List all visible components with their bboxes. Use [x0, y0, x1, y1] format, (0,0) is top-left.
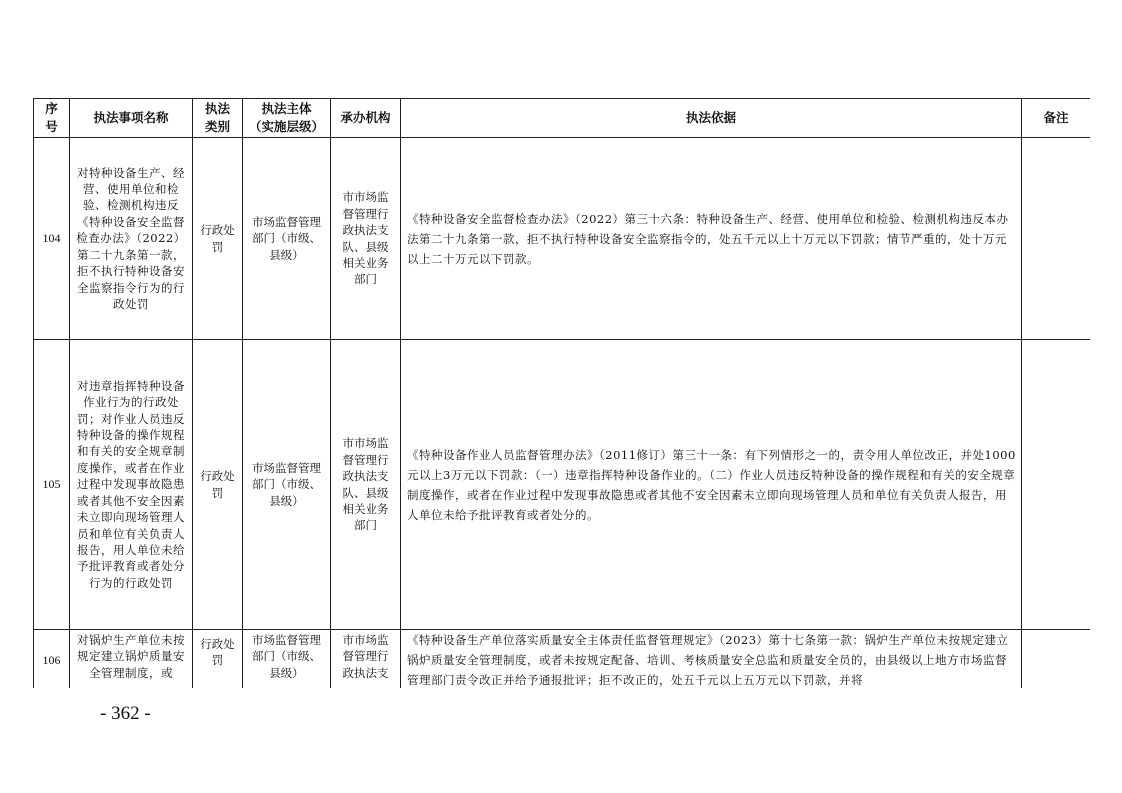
row-note [1022, 138, 1091, 340]
header-agency: 承办机构 [331, 99, 401, 138]
row-note [1022, 630, 1091, 689]
row-note [1022, 340, 1091, 630]
row-seq: 105 [34, 340, 70, 630]
row-basis: 《特种设备安全监督检查办法》（2022）第三十六条：特种设备生产、经营、使用单位和检验、检测机构违反本办法第二十九条第一款，拒不执行特种设备安全监察指令的，处五千元以上十万元以下罚款；情节严重的，处十万元以上二十万元以下罚款。 [401, 138, 1022, 340]
row-type: 行政处罚 [193, 138, 243, 340]
regulation-table-container [33, 98, 1090, 688]
row-agency: 市市场监督管理行政执法支队、县级相关业务部门 [331, 340, 401, 630]
row-item-name: 对锅炉生产单位未按规定建立锅炉质量安全管理制度，或 [70, 630, 193, 689]
header-seq: 序 号 [34, 99, 70, 138]
row-item-name: 对违章指挥特种设备作业行为的行政处罚；对作业人员违反特种设备的操作规程和有关的安全规章制度操作，或者在作业过程中发现事故隐患或者其他不安全因素未立即向现场管理人员和单位有关负责人报告，用人单位未给予批评教育或者处分行为的行政处罚 [70, 340, 193, 630]
row-item-name: 对特种设备生产、经营、使用单位和检验、检测机构违反《特种设备安全监督检查办法》（2022）第二十九条第一款，拒不执行特种设备安全监察指令行为的行政处罚 [70, 138, 193, 340]
row-agency: 市市场监督管理行政执法支队、县级相关业务部门 [331, 138, 401, 340]
row-type: 行政处罚 [193, 340, 243, 630]
row-subject: 市场监督管理部门（市级、县级） [243, 138, 331, 340]
row-type: 行政处罚 [193, 630, 243, 689]
row-seq: 104 [34, 138, 70, 340]
table-row [34, 340, 1091, 630]
row-subject: 市场监督管理部门（市级、县级） [243, 630, 331, 689]
page-number: - 362 - [100, 703, 151, 724]
header-name: 执法事项名称 [70, 99, 193, 138]
row-basis: 《特种设备生产单位落实质量安全主体责任监督管理规定》（2023）第十七条第一款：锅炉生产单位未按规定建立锅炉质量安全管理制度，或者未按规定配备、培训、考核质量安全总监和质量安全员的，由县级以上地方市场监督管理部门责令改正并给予通报批评；拒不改正的，处五千元以上五万元以下罚款，并将 [401, 630, 1022, 689]
header-row [34, 99, 1091, 138]
header-type: 执法 类别 [193, 99, 243, 138]
row-agency: 市市场监督管理行政执法支 [331, 630, 401, 689]
table-row [34, 630, 1091, 689]
row-basis: 《特种设备作业人员监督管理办法》（2011修订）第三十一条：有下列情形之一的，责令用人单位改正，并处1000元以上3万元以下罚款：（一）违章指挥特种设备作业的。（二）作业人员违反特种设备的操作规程和有关的安全规章制度操作，或者在作业过程中发现事故隐患或者其他不安全因素未立即向现场管理人员和单位有关负责人报告，用人单位未给予批评教育或者处分的。 [401, 340, 1022, 630]
row-seq: 106 [34, 630, 70, 689]
header-basis: 执法依据 [401, 99, 1022, 138]
header-note: 备注 [1022, 99, 1091, 138]
table-row [34, 138, 1091, 340]
row-subject: 市场监督管理部门（市级、县级） [243, 340, 331, 630]
header-subject: 执法主体 （实施层级） [243, 99, 331, 138]
law-enforcement-table [33, 98, 1090, 688]
